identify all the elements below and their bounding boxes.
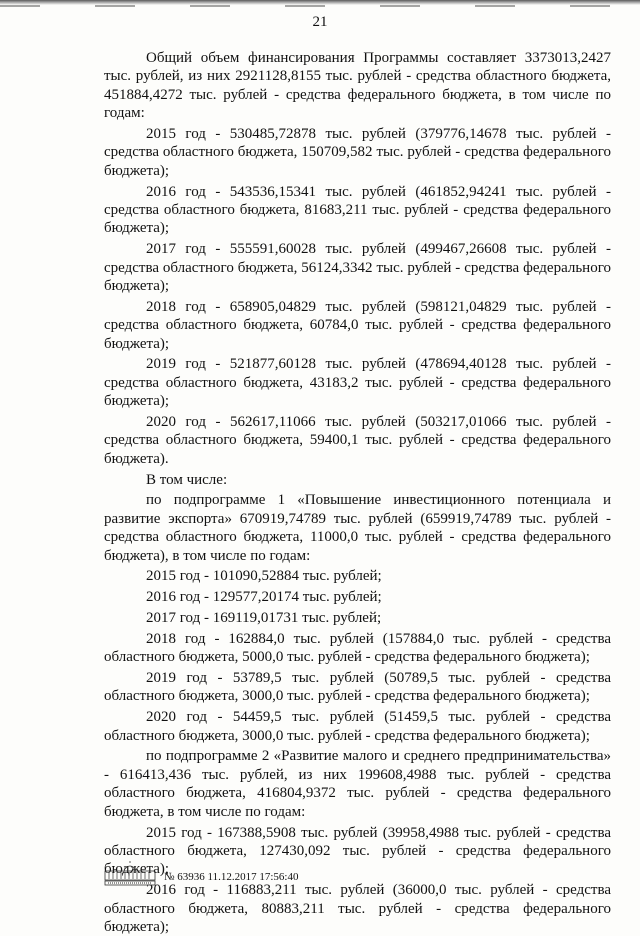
paragraph-total-financing: Общий объем финансирования Программы составляет 3373013,2427 тыс. рублей, из них 2921128,8155 тыс. рублей - средства областного бюджета, 451884,4272 тыс. рублей - средства федерального бюджета, в том числе по годам: — [104, 50, 611, 122]
paragraph-sp1-2015: 2015 год - 101090,52884 тыс. рублей; — [146, 568, 382, 585]
paragraph-2019: 2019 год - 521877,60128 тыс. рублей (478694,40128 тыс. рублей - средства областного бюджета, 43183,2 тыс. рублей - средства федерального бюджета); — [104, 356, 611, 410]
paragraph-including: В том числе: — [146, 471, 228, 488]
paragraph-sp1-2016: 2016 год - 129577,20174 тыс. рублей; — [146, 589, 382, 606]
paragraph-sp2-2015: 2015 год - 167388,5908 тыс. рублей (39958,4988 тыс. рублей - средства областного бюджета, 127430,092 тыс. рублей - средства федерального бюджета); — [104, 824, 611, 878]
scan-edge-noise — [0, 5, 640, 7]
paragraph-sp1-2018: 2018 год - 162884,0 тыс. рублей (157884,0 тыс. рублей - средства областного бюджета, 5000,0 тыс. рублей - средства федерального бюджета); — [104, 630, 611, 666]
paragraph-2020: 2020 год - 562617,11066 тыс. рублей (503217,01066 тыс. рублей - средства областного бюджета, 59400,1 тыс. рублей - средства федерального бюджета). — [104, 414, 611, 467]
page-number: 21 — [312, 14, 328, 30]
paragraph-subprogram-2: по подпрограмме 2 «Развитие малого и среднего предпринимательства» - 616413,436 тыс. рублей, из них 199608,4988 тыс. рублей - средства областного бюджета, 416804,9372 тыс. рублей - средства федерального бюджета, в том числе по годам: — [104, 748, 611, 820]
paragraph-2018: 2018 год - 658905,04829 тыс. рублей (598121,04829 тыс. рублей - средства областного бюджета, 60784,0 тыс. рублей - средства федерального бюджета); — [104, 298, 611, 352]
document-body — [104, 49, 611, 936]
registry-stamp-icon — [104, 861, 156, 887]
paragraph-sp1-2017: 2017 год - 169119,01731 тыс. рублей; — [146, 610, 382, 627]
paragraph-subprogram-1: по подпрограмме 1 «Повышение инвестиционного потенциала и развитие экспорта» 670919,74789 тыс. рублей (659919,74789 тыс. рублей - средства областного бюджета, 11000,0 тыс. рублей - средства федерального бюджета), в том числе по годам: — [104, 492, 611, 564]
paragraph-sp1-2020: 2020 год - 54459,5 тыс. рублей (51459,5 тыс. рублей - средства областного бюджета, 3000,0 тыс. рублей - средства федерального бюджета); — [104, 709, 611, 744]
paragraph-2016: 2016 год - 543536,15341 тыс. рублей (461852,94241 тыс. рублей - средства областного бюджета, 81683,211 тыс. рублей - средства федерального бюджета); — [104, 183, 611, 237]
paragraph-sp1-2019: 2019 год - 53789,5 тыс. рублей (50789,5 тыс. рублей - средства областного бюджета, 3000,0 тыс. рублей - средства федерального бюджета); — [104, 670, 611, 705]
paragraph-2017: 2017 год - 555591,60028 тыс. рублей (499467,26608 тыс. рублей - средства областного бюджета, 56124,3342 тыс. рублей - средства федерального бюджета); — [104, 241, 611, 295]
document-footer — [104, 861, 504, 887]
paragraph-sp2-2016: 2016 год - 116883,211 тыс. рублей (36000,0 тыс. рублей - средства областного бюджета, 80883,211 тыс. рублей - средства федерального бюджета); — [104, 882, 611, 935]
document-registration-mark: № 63936 11.12.2017 17:56:40 — [164, 871, 299, 883]
paragraph-2015: 2015 год - 530485,72878 тыс. рублей (379776,14678 тыс. рублей - средства областного бюджета, 150709,582 тыс. рублей - средства федерального бюджета); — [104, 126, 611, 179]
